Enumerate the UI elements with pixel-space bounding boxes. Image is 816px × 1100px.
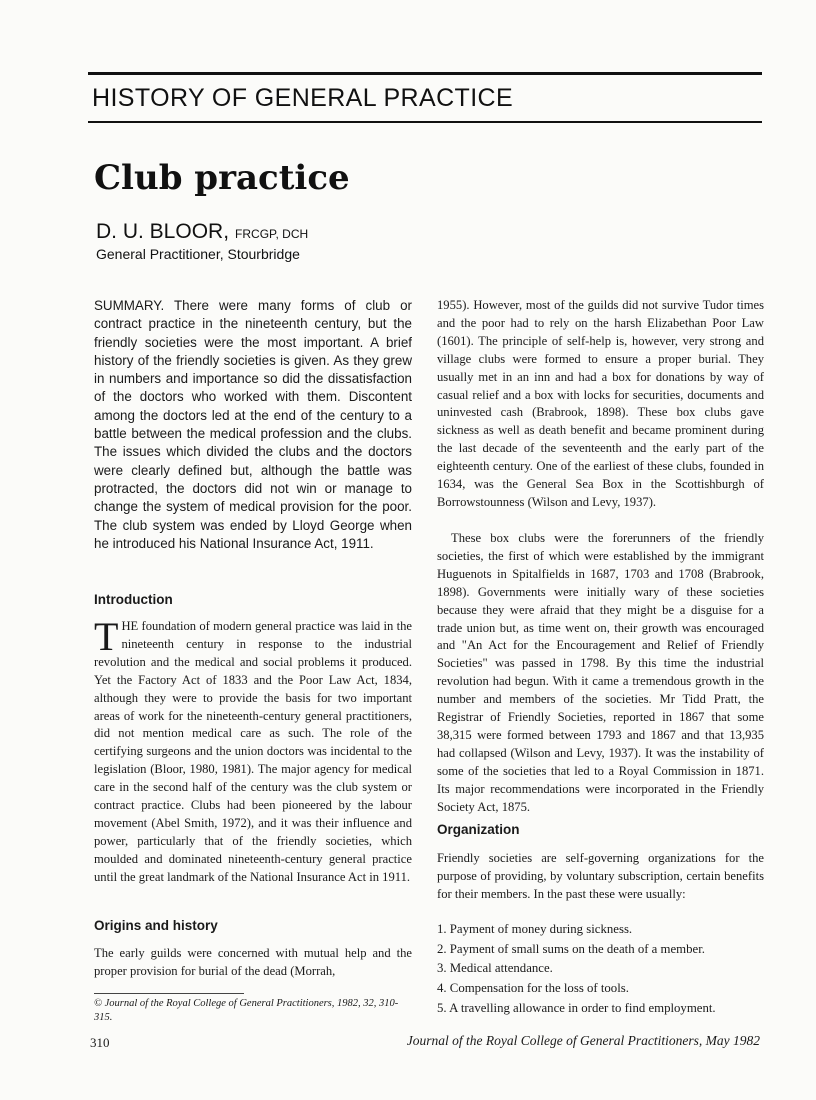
introduction-paragraph (94, 614, 412, 887)
list-item: 3. Medical attendance. (437, 961, 553, 976)
introduction-text: HE foundation of modern general practice was laid in the nineteenth century in response to the industrial revolution and the medical and social problems it produced. Yet the Factory Act of 1833 and the Poor Law Act, 1834, although they were to provide the basis for two important areas of work for the nineteenth-century general practitioners, did not mention medical care as such. The role of the certifying surgeons and the union doctors was incidental to the legislation (Bloor, 1980, 1981). The major agency for medical care in the second half of the century was the club system or contract practice. Clubs had been pioneered by the labour movement (Abel Smith, 1972), and it was their influence and power, particularly that of the friendly societies, which moulded and dominated nineteenth-century general practice until the great landmark of the National Insurance Act in 1911. (94, 619, 412, 884)
author-qualifications: FRCGP, DCH (235, 227, 309, 241)
journal-footer: Journal of the Royal College of General Practitioners, May 1982 (406, 1033, 760, 1048)
author-name: D. U. BLOOR, (96, 220, 230, 243)
list-item: 5. A travelling allowance in order to find employment. (437, 1000, 716, 1015)
header-bottom-rule (88, 121, 762, 123)
page-number: 310 (90, 1035, 110, 1050)
list-item: 4. Compensation for the loss of tools. (437, 981, 629, 996)
article-title: Club practice (94, 158, 350, 198)
list-item: 2. Payment of small sums on the death of a member. (437, 941, 705, 956)
section-heading: HISTORY OF GENERAL PRACTICE (92, 84, 514, 112)
origins-heading: Origins and history (94, 918, 218, 933)
copyright-footnote: © Journal of the Royal College of General Practitioners, 1982, 32, 310-315. (94, 998, 399, 1023)
list-item: 1. Payment of money during sickness. (437, 922, 633, 936)
origins-paragraph-left: The early guilds were concerned with mutual help and the proper provision for burial of the dead (Morrah, (94, 946, 412, 978)
origins-paragraph-right-1: 1955). However, most of the guilds did not survive Tudor times and the poor had to rely on the harsh Elizabethan Poor Law (1601). The principle of self-help is, however, very strong and village clubs were formed to ensure a proper burial. They usually met in an inn and had a box for donations by way of casual relief and a box with locks for securities, documents and uninvested cash (Brabrook, 1898). These box clubs gave sickness as well as death benefit and became prominent during the last decade of the seventeenth and the early part of the eighteenth century. One of the earliest of these clubs, founded in 1634, was the General Sea Box in the Scottishburgh of Borrowstounness (Wilson and Levy, 1937). (437, 298, 764, 509)
author-affiliation: General Practitioner, Stourbridge (96, 246, 300, 262)
origins-paragraph-right-2: These box clubs were the forerunners of the friendly societies, the first of which were established by the immigrant Huguenots in Spitalfields in 1687, 1703 and 1708 (Brabrook, 1898). Governments were initially wary of these societies because they were afraid that they might be a disguise for a trade union but, as time went on, their growth was encouraged and "An Act for the Encouragement and Relief of Friendly Societies" was passed in 1798. By this time the industrial revolution had begun. With it came a tremendous growth in the number and members of the societies. Mr Tidd Pratt, the Registrar of Friendly Societies, reported in 1867 that some 38,315 were formed between 1793 and 1867 and that 13,935 had collapsed (Wilson and Levy, 1937). It was the instability of some of the societies that led to a Royal Commission in 1871. Its major recommendations were incorporated in the Friendly Society Act, 1875. (437, 531, 764, 814)
benefits-list (437, 920, 767, 1019)
header-top-rule (88, 72, 762, 75)
summary-paragraph: SUMMARY. There were many forms of club or contract practice in the nineteenth century, but the friendly societies were the most important. A brief history of the friendly societies is given. As they grew in numbers and importance so did the dissatisfaction of the doctors who worked with them. Discontent among the doctors led at the end of the century to a battle between the medical profession and the clubs. The issues which divided the clubs and the doctors were clearly defined but, although the battle was protracted, the doctors did not win or manage to change the system of medical provision for the poor. The club system was ended by Lloyd George when he introduced his National Insurance Act, 1911. (94, 298, 412, 551)
organization-paragraph: Friendly societies are self-governing organizations for the purpose of providing, by voluntary subscription, certain benefits for their members. In the past these were usually: (437, 851, 764, 901)
organization-heading: Organization (437, 822, 520, 837)
introduction-heading: Introduction (94, 592, 173, 607)
drop-cap: T (94, 614, 119, 659)
footnote-rule (94, 993, 244, 994)
author-line (96, 220, 308, 244)
